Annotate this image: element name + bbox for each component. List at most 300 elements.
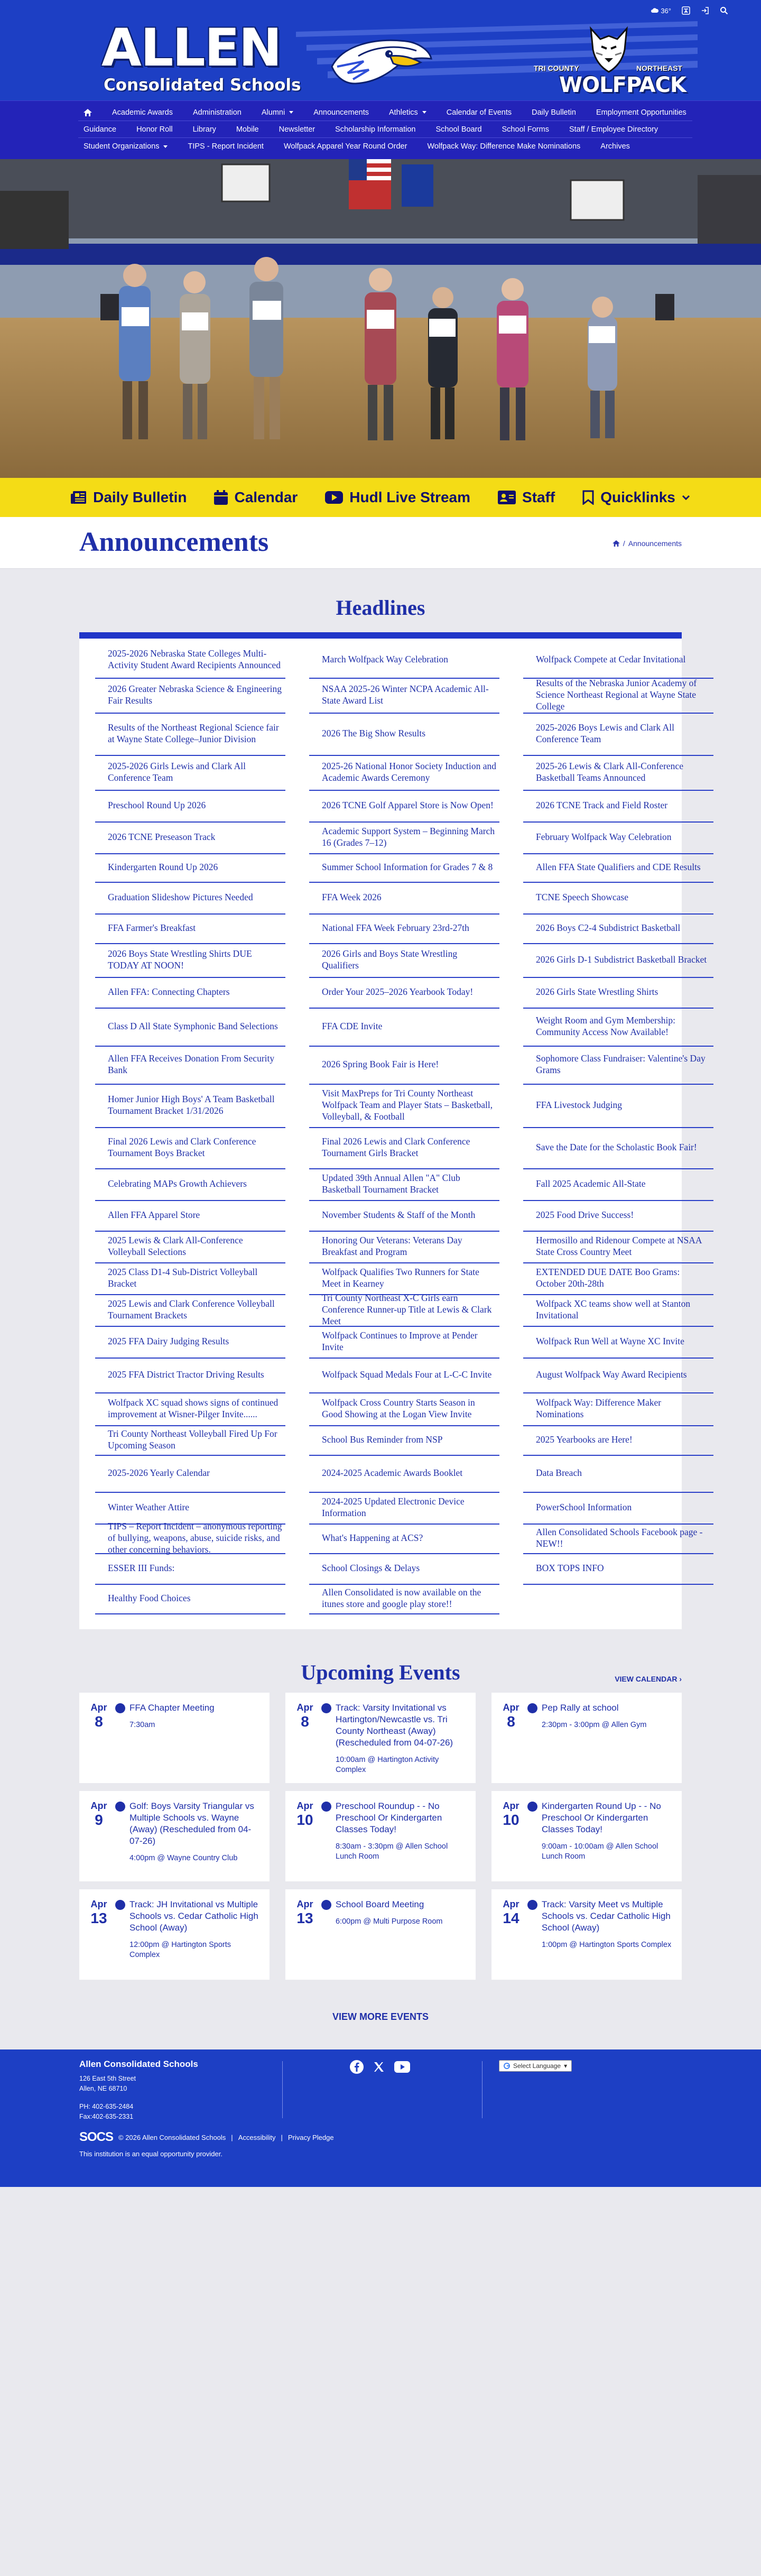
footer-divider [282,2061,283,2118]
headline-link[interactable] [523,944,713,978]
headline-link[interactable] [95,1295,285,1327]
event-card[interactable] [79,1889,270,1980]
headline-link[interactable] [523,1554,713,1585]
tri-county-label: TRI COUNTY [534,64,579,72]
headline-text: 2025-2026 Yearly Calendar [108,1467,210,1479]
headline-text: 2024-2025 Updated Electronic Device Information [322,1496,465,1518]
headline-text: Preschool Round Up 2026 [108,800,206,811]
event-day: 13 [296,1910,313,1926]
event-month: Apr [503,1899,519,1909]
event-card[interactable] [285,1693,476,1783]
quicklink-staff-label: Staff [522,489,555,505]
event-time-location: 2:30pm - 3:00pm @ Allen Gym [542,1721,647,1730]
headline-link[interactable] [523,791,713,823]
event-month: Apr [296,1702,313,1713]
headline-link[interactable] [95,791,285,823]
headline-text: Order Your 2025–2026 Yearbook Today! [322,986,474,998]
headline-link[interactable] [95,1263,285,1295]
headline-text: PowerSchool Information [536,1502,632,1513]
headline-link[interactable] [309,1585,499,1614]
headline-text: Allen FFA State Qualifiers and CDE Results [536,862,701,873]
headline-link[interactable] [523,1359,713,1393]
headline-text: School Closings & Delays [322,1563,420,1574]
youtube-play-icon [325,491,343,504]
nav-academic-awards[interactable]: Academic Awards [112,108,173,117]
event-body [316,1702,467,1783]
headline-text: 2025-2026 Nebraska State Colleges Multi-Activity Student Award Recipients Announced [108,648,281,670]
headline-text: Allen FFA: Connecting Chapters [108,986,230,998]
headline-link[interactable] [523,915,713,944]
footer-sep: | [231,2133,233,2141]
headline-link[interactable] [309,978,499,1009]
headline-text: Wolfpack XC squad shows signs of continued improvement at Wisner-Pilger Invite...... [108,1397,279,1419]
event-dot-icon [527,1802,537,1812]
translate-icon[interactable] [682,6,690,15]
headline-text: Allen Consolidated is now available on the itunes store and google play store!! [322,1587,481,1609]
headline-link[interactable] [523,823,713,854]
nav-athletics[interactable] [379,104,437,121]
event-month: Apr [90,1702,107,1713]
event-date [88,1702,110,1783]
nav-calendar-of-events[interactable]: Calendar of Events [446,108,512,117]
headline-text: FFA Farmer's Breakfast [108,922,196,934]
event-body [110,1702,215,1783]
headline-link[interactable] [95,915,285,944]
headline-text: NSAA 2025-26 Winter NCPA Academic All-State Award List [322,684,489,706]
headline-link[interactable] [309,915,499,944]
nav-school-forms[interactable]: School Forms [502,125,549,134]
nav-athletics-label: Athletics [388,108,418,117]
headline-link[interactable] [95,1085,285,1128]
headline-link[interactable] [309,1232,499,1263]
headline-text: 2026 Girls and Boys State Wrestling Qualifiers [322,948,458,971]
headline-text: Data Breach [536,1467,582,1479]
quicklink-daily-bulletin-label: Daily Bulletin [93,489,187,505]
quicklink-staff[interactable] [498,489,555,506]
event-card[interactable] [491,1791,682,1881]
nav-apparel-order[interactable]: Wolfpack Apparel Year Round Order [283,142,407,151]
nav-guidance[interactable]: Guidance [83,125,117,134]
events-title: Upcoming Events [301,1660,460,1684]
headline-link[interactable] [309,791,499,823]
headline-text: November Students & Staff of the Month [322,1209,476,1221]
event-month: Apr [90,1801,107,1811]
site-footer [0,2049,761,2187]
headline-text: Tri County Northeast X-C Girls earn Conference Runner-up Title at Lewis & Clark Meet [322,1292,492,1326]
headline-link[interactable] [309,883,499,915]
chevron-down-icon [682,495,690,500]
cloud-icon [651,8,658,13]
event-time-location: 6:00pm @ Multi Purpose Room [336,1917,443,1926]
headline-link[interactable] [95,1426,285,1456]
calendar-icon [214,490,228,505]
headline-link[interactable] [309,1327,499,1359]
nav-honor-roll[interactable]: Honor Roll [136,125,173,134]
login-icon[interactable] [701,6,709,15]
headline-link[interactable] [309,1169,499,1201]
socs-logo[interactable]: SOCS [79,2130,114,2144]
headline-link[interactable] [95,1521,285,1555]
headline-link[interactable] [523,1263,713,1295]
headline-link[interactable] [95,823,285,854]
headline-link[interactable] [309,1047,499,1085]
footer-address-line2: Allen, NE 68710 [79,2085,127,2093]
headline-link[interactable] [95,883,285,915]
event-title[interactable] [115,1702,215,1714]
headline-link[interactable] [95,714,285,756]
headline-text: School Bus Reminder from NSP [322,1434,443,1445]
event-date [294,1899,316,1980]
event-dot-icon [321,1703,331,1713]
nav-newsletter[interactable]: Newsletter [279,125,315,134]
event-date [294,1702,316,1783]
headline-link[interactable] [95,643,285,679]
events-header [79,1660,682,1687]
nav-row-2 [78,121,692,138]
footer-phone[interactable]: PH: 402-635-2484 [79,2102,134,2110]
youtube-icon[interactable] [394,2061,410,2073]
nav-wolfpack-way[interactable]: Wolfpack Way: Difference Make Nominations [427,142,581,151]
headline-text: Class D All State Symphonic Band Selections [108,1021,278,1032]
main-navigation [0,100,761,159]
event-title-text: Pep Rally at school [542,1703,619,1713]
footer-fax: Fax:402-635-2331 [79,2113,134,2121]
headline-text: TCNE Speech Showcase [536,892,628,903]
headlines-panel [79,632,707,1629]
headline-text: 2025-2026 Girls Lewis and Clark All Conference Team [108,761,246,783]
event-time-location: 1:00pm @ Hartington Sports Complex [542,1941,672,1950]
headline-link[interactable] [95,1009,285,1047]
headline-link[interactable] [95,1128,285,1169]
headline-link[interactable] [95,1201,285,1232]
headline-text: Wolfpack Way: Difference Maker Nominations [536,1397,662,1419]
nav-student-organizations[interactable] [78,138,178,155]
headline-text: 2026 TCNE Golf Apparel Store is Now Open! [322,800,494,811]
view-calendar-label: VIEW CALENDAR [615,1675,678,1683]
event-card[interactable] [491,1693,682,1783]
headline-link[interactable] [523,756,713,791]
headline-link[interactable] [523,1426,713,1456]
headline-link[interactable] [95,1359,285,1393]
event-day: 10 [296,1812,313,1828]
headline-text: 2026 Greater Nebraska Science & Engineering Fair Results [108,684,282,706]
headline-text: TIPS – Report Incident – anonymous reporting of bullying, weapons, abuse, suicide risks, and other concerning behaviors. [108,1521,282,1555]
event-title-text: Kindergarten Round Up - - No Preschool Or Kindergarten Classes Today! [542,1801,661,1835]
breadcrumb [612,539,682,548]
headline-text: Allen Consolidated Schools Facebook page - NEW!! [536,1527,703,1549]
headline-link[interactable] [523,1525,713,1554]
headline-text: 2025 Class D1-4 Sub-District Volleyball Bracket [108,1267,258,1289]
headline-link[interactable] [309,1085,499,1128]
headline-link[interactable] [523,1085,713,1128]
headline-link[interactable] [523,1493,713,1525]
bookmark-icon [582,490,594,505]
quicklink-calendar[interactable] [214,489,298,506]
chevron-down-icon [289,111,293,114]
headline-text: FFA Livestock Judging [536,1100,623,1111]
event-day: 13 [90,1910,107,1926]
headline-text: 2026 Boys C2-4 Subdistrict Basketball [536,922,681,934]
event-day: 8 [95,1713,103,1730]
event-title[interactable] [115,1801,261,1847]
event-body [316,1899,443,1980]
event-title[interactable] [527,1899,673,1934]
privacy-pledge-link[interactable]: Privacy Pledge [287,2133,334,2141]
equal-opportunity-notice: This institution is an equal opportunity provider. [79,2150,222,2158]
nav-daily-bulletin[interactable]: Daily Bulletin [532,108,576,117]
event-time-location: 7:30am [129,1721,155,1730]
quicklink-hudl-label: Hudl Live Stream [349,489,471,505]
nav-home[interactable] [78,104,102,121]
event-date [88,1899,110,1980]
headline-text: Kindergarten Round Up 2026 [108,862,218,873]
headline-text: Allen FFA Receives Donation From Security Bank [108,1053,275,1075]
headline-link[interactable] [523,1393,713,1426]
headline-link[interactable] [95,854,285,883]
headline-text: Weight Room and Gym Membership: Community Access Now Available! [536,1015,675,1037]
headline-link[interactable] [95,1232,285,1263]
nav-library[interactable]: Library [192,125,216,134]
headline-link[interactable] [523,1456,713,1493]
headline-link[interactable] [95,1327,285,1359]
footer-copyright: © 2026 Allen Consolidated Schools [118,2133,226,2141]
headline-link[interactable] [309,679,499,714]
event-dot-icon [321,1900,331,1910]
headline-link[interactable] [523,679,713,714]
chevron-down-icon [163,145,168,148]
headline-link[interactable] [95,1393,285,1426]
event-body [110,1801,261,1881]
nav-archives[interactable]: Archives [600,142,630,151]
headline-text: Results of the Northeast Regional Science fair at Wayne State College–Junior Division [108,722,279,744]
headline-link[interactable] [309,714,499,756]
accessibility-link[interactable]: Accessibility [238,2133,276,2141]
headline-text: Wolfpack Continues to Improve at Pender Invite [322,1330,478,1352]
breadcrumb-current: Announcements [628,539,682,548]
headline-link[interactable] [309,823,499,854]
headline-text: March Wolfpack Way Celebration [322,654,449,665]
event-date [500,1899,522,1980]
headline-text: 2026 TCNE Preseason Track [108,832,216,843]
id-card-icon [498,491,516,504]
event-month: Apr [296,1801,313,1811]
home-icon[interactable] [612,540,620,547]
language-select-label: Select Language [513,2062,561,2070]
headline-text: Wolfpack XC teams show well at Stanton Invitational [536,1298,691,1321]
event-dot-icon [115,1900,125,1910]
wolf-mascot-icon [586,23,632,74]
headline-text: 2025 FFA District Tractor Driving Results [108,1369,264,1380]
chevron-down-icon: ▾ [564,2062,568,2070]
headline-text: Wolfpack Run Well at Wayne XC Invite [536,1336,684,1347]
headline-link[interactable] [523,978,713,1009]
headline-link[interactable] [95,978,285,1009]
nav-scholarship[interactable]: Scholarship Information [335,125,416,134]
event-month: Apr [503,1801,519,1811]
google-g-icon [504,2063,510,2069]
logo-allen[interactable]: ALLEN [101,18,281,78]
headline-link[interactable] [95,944,285,978]
headline-link[interactable] [309,1263,499,1295]
nav-employment[interactable]: Employment Opportunities [596,108,686,117]
nav-administration[interactable]: Administration [192,108,242,117]
headline-text: 2026 The Big Show Results [322,728,426,739]
utility-bar [651,6,728,15]
headline-link[interactable] [523,1295,713,1327]
headline-link[interactable] [95,1585,285,1614]
x-twitter-icon[interactable] [373,2061,385,2073]
headline-link[interactable] [309,1554,499,1585]
headline-link[interactable] [523,1009,713,1047]
headline-text: February Wolfpack Way Celebration [536,832,672,843]
headline-link[interactable] [309,643,499,679]
headline-link[interactable] [309,1292,499,1327]
headline-text: 2025 FFA Dairy Judging Results [108,1336,229,1347]
footer-phones [79,2102,198,2122]
headline-link[interactable] [523,1201,713,1232]
headline-link[interactable] [95,679,285,714]
headline-link[interactable] [523,883,713,915]
event-dot-icon [115,1703,125,1713]
events-grid [79,1693,682,1980]
headline-text: Sophomore Class Fundraiser: Valentine's Day Grams [536,1053,706,1075]
headline-link[interactable] [309,756,499,791]
event-title[interactable] [527,1702,646,1714]
headline-link[interactable] [309,1393,499,1426]
event-body [522,1702,646,1783]
headline-text: Fall 2025 Academic All-State [536,1178,646,1189]
headline-text: Winter Weather Attire [108,1502,190,1513]
headline-link[interactable] [309,1525,499,1554]
headline-text: 2025-26 Lewis & Clark All-Conference Basketball Teams Announced [536,761,683,783]
headline-text: 2024-2025 Academic Awards Booklet [322,1467,463,1479]
headline-link [523,1585,713,1614]
headline-link[interactable] [95,756,285,791]
headline-link[interactable] [309,1493,499,1525]
headline-link[interactable] [309,944,499,978]
nav-staff-directory[interactable]: Staff / Employee Directory [569,125,658,134]
headline-link[interactable] [95,1493,285,1525]
headline-text: Results of the Nebraska Junior Academy of Science Northeast Regional at Wayne State College [536,678,697,712]
chevron-down-icon [422,111,426,114]
event-title[interactable] [115,1899,261,1934]
event-title-text: Golf: Boys Varsity Triangular vs Multiple Schools vs. Wayne (Away) (Rescheduled from 04-07-26) [129,1801,254,1846]
language-select[interactable] [499,2060,572,2072]
headline-link[interactable] [309,1201,499,1232]
event-card[interactable] [79,1693,270,1783]
nav-mobile[interactable]: Mobile [236,125,259,134]
headline-link[interactable] [95,1456,285,1493]
view-calendar-link[interactable]: VIEW CALENDAR › [615,1675,682,1683]
headline-text: Graduation Slideshow Pictures Needed [108,892,253,903]
headline-text: FFA Week 2026 [322,892,382,903]
quicklink-hudl[interactable] [325,489,470,506]
headline-link[interactable] [523,714,713,756]
headline-link[interactable] [523,1169,713,1201]
nav-school-board[interactable]: School Board [435,125,482,134]
nav-tips-report[interactable]: TIPS - Report Incident [188,142,264,151]
event-card[interactable] [491,1889,682,1980]
headline-link[interactable] [523,643,713,679]
quicklink-quicklinks-label: Quicklinks [600,489,675,505]
headline-link[interactable] [523,854,713,883]
event-card[interactable] [285,1889,476,1980]
headline-text: Wolfpack Cross Country Starts Season in Good Showing at the Logan View Invite [322,1397,475,1419]
headline-text: Wolfpack Qualifies Two Runners for State Meet in Kearney [322,1267,479,1289]
headline-link[interactable] [95,1047,285,1085]
quicklinks-bar [0,478,761,517]
headline-link[interactable] [309,1009,499,1047]
event-title-text: Preschool Roundup - - No Preschool Or Kindergarten Classes Today! [336,1801,442,1835]
headline-link[interactable] [309,1128,499,1169]
quicklink-quicklinks[interactable] [582,489,690,506]
event-title[interactable] [527,1801,673,1835]
headline-text: Tri County Northeast Volleyball Fired Up For Upcoming Season [108,1428,277,1451]
headline-text: 2025 Lewis and Clark Conference Volleyball Tournament Brackets [108,1298,275,1321]
headline-link[interactable] [523,1128,713,1169]
quicklink-daily-bulletin[interactable] [71,489,187,506]
headlines-title: Headlines [336,596,425,620]
gym-students-photo [0,159,761,478]
event-body [110,1899,261,1980]
footer-legal [79,2130,334,2145]
event-title-text: Track: JH Invitational vs Multiple Schools vs. Cedar Catholic High School (Away) [129,1899,258,1933]
headline-link[interactable] [309,1359,499,1393]
headline-link[interactable] [309,1456,499,1493]
facebook-icon[interactable] [350,2060,364,2074]
event-dot-icon [527,1703,537,1713]
view-more-events-link[interactable]: VIEW MORE EVENTS [332,2011,429,2022]
nav-alumni[interactable] [252,104,303,121]
event-title-text: Track: Varsity Meet vs Multiple Schools vs. Cedar Catholic High School (Away) [542,1899,671,1933]
headline-text: Summer School Information for Grades 7 & 8 [322,862,493,873]
footer-social-links [350,2060,410,2074]
event-card[interactable] [285,1791,476,1881]
headline-text: 2025 Lewis & Clark All-Conference Volleyball Selections [108,1235,243,1257]
hero-photo [0,159,761,478]
headline-link[interactable] [309,854,499,883]
nav-announcements[interactable]: Announcements [313,108,369,117]
event-date [88,1801,110,1881]
headline-text: FFA CDE Invite [322,1021,383,1032]
footer-sep: | [281,2133,283,2141]
event-day: 14 [503,1910,519,1926]
headline-link[interactable] [523,1327,713,1359]
footer-address [79,2074,198,2094]
search-icon[interactable] [720,6,728,15]
headline-link[interactable] [95,1554,285,1585]
weather-readout[interactable] [651,7,671,15]
footer-contact [79,2059,198,2122]
nav-alumni-label: Alumni [261,108,285,117]
headline-link[interactable] [523,1047,713,1085]
page-title: Announcements [79,527,269,557]
event-day: 8 [301,1713,309,1730]
headline-text: 2026 Girls State Wrestling Shirts [536,986,658,998]
headline-text: 2026 Girls D-1 Subdistrict Basketball Bracket [536,954,707,965]
headline-text: EXTENDED DUE DATE Boo Grams: October 20th-28th [536,1267,680,1289]
event-title[interactable] [321,1801,467,1835]
headline-link[interactable] [95,1169,285,1201]
headline-text: Final 2026 Lewis and Clark Conference Tournament Boys Bracket [108,1136,256,1158]
headline-link[interactable] [523,1232,713,1263]
headline-text: 2025 Yearbooks are Here! [536,1434,633,1445]
site-header [0,0,761,100]
headline-link[interactable] [309,1426,499,1456]
event-title[interactable] [321,1702,467,1749]
event-card[interactable] [79,1791,270,1881]
event-title[interactable] [321,1899,443,1910]
